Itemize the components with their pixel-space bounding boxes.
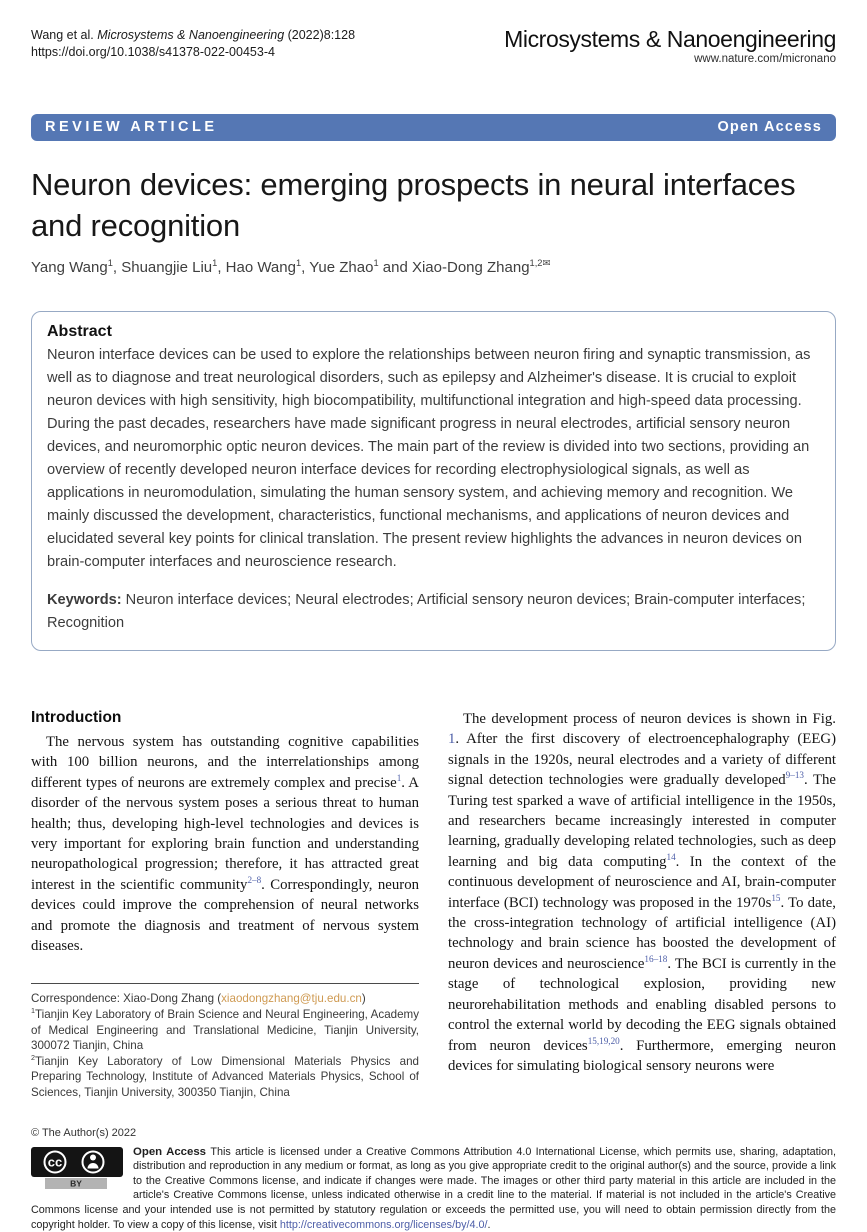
superscript: 1 [107,258,113,268]
text-segment: The nervous system has outstanding cognitive capabilities with 100 billion neurons, and the interrelationships among different types of neurons are extremely complex and precise [31,734,419,791]
text-segment: This article is licensed under a Creative Commons Attribution 4.0 International License, which permits use, sharing, adaptation, distribution and reproduction in any medium or format, as long as you give appropriate credit to the original author(s) and the source, provide a link to the Creative Commons license, and indicate if changes were made. The images or other third party material in this article are included in the article's Creative Commons license, unless indicated otherwise in a credit line to the material. If material is not included in the article's Creative Commons license and your intended use is not permitted by statutory regulation or exceeds the permitted use, you will need to obtain permission directly from the copyright holder. To view a copy of this license, visit [31,1145,836,1231]
text-segment: ) [361,992,366,1006]
text-segment: . The BCI is currently in the stage of technological explosion, providing new neurorehabilitation methods and enabling disabled persons to control the external world by decoding the EEG signals obtained from neuron devices [448,955,836,1054]
bold-text: Open Access [133,1145,211,1158]
abstract-box [31,311,836,651]
superscript: 1 [212,258,218,268]
superscript: 1 [295,258,302,268]
text-segment: Yang Wang [31,259,108,276]
authors-line [31,259,836,276]
superscript: 1 [373,258,379,268]
superscript: 1,2✉ [529,258,551,268]
text-segment: Neuron interface devices; Neural electrodes; Artificial sensory neuron devices; Brain-computer interfaces; Recognition [47,592,806,631]
text-segment: . To date, the cross-integration technology of artificial intelligence (AI) technology and brain science has boosted the development of neuron devices and neuroscience [448,894,837,972]
affiliation-2 [31,1054,419,1101]
text-segment: . In the context of the continuous development of neuroscience and AI, brain-computer interface (BCI) technology was proposed in the 1970s [448,853,836,911]
license-section [31,1127,836,1232]
text-segment: . Correspondingly, neuron devices could improve the comprehension of neural networks and promote the diagnosis and treatment of nervous system diseases. [31,876,419,955]
affiliation-1 [31,1007,419,1054]
reference-link[interactable]: 1 [396,772,402,783]
svg-text:cc: cc [47,1154,63,1170]
inline-link[interactable]: http://creativecommons.org/licenses/by/4.0/ [279,1218,488,1231]
bold-text: Keywords: [47,592,126,608]
reference-link[interactable]: 15 [771,892,781,903]
journal-masthead [504,27,836,65]
email-link[interactable]: xiaodongzhang@tju.edu.cn [221,992,362,1006]
intro-paragraph-left [31,732,419,956]
reference-link[interactable]: 15,19,20 [587,1035,620,1046]
left-column [31,709,419,1101]
keywords-line [47,589,820,635]
text-segment: Tianjin Key Laboratory of Brain Science and Neural Engineering, Academy of Medical Engineering and Translational Medicine, Tianjin University, 300072 Tianjin, China [31,1008,419,1053]
citation-authors: Wang et al. [31,28,98,42]
svg-text:BY: BY [70,1178,82,1189]
license-paragraph [31,1146,836,1231]
inline-link[interactable]: 1 [448,731,456,748]
correspondence-note [31,991,419,1007]
text-segment: and Xiao-Dong Zhang [378,259,530,276]
citation-volume: (2022)8:128 [284,28,356,42]
license-text [31,1145,836,1232]
citation-block [31,27,355,61]
abstract-heading: Abstract [47,323,112,340]
page-header [31,0,836,65]
article-title: Neuron devices: emerging prospects in neural interfaces and recognition [31,167,796,243]
cc-by-badge-icon [31,1147,123,1196]
text-segment: The development process of neuron devices is shown in Fig. [463,711,836,727]
abstract-text: Neuron interface devices can be used to explore the relationships between neuron firing and synaptic transmission, as well as to diagnose and treat neurological disorders, such as epilepsy and Alzheimer's disease. It is crucial to exploit neuron devices with high sensitivity, high biocompatibility, multifunctional integration and high-speed data processing. During the past decades, researchers have made significant progress in neural electrodes, artificial sensory neuron devices, and neuromorphic optic neuron devices. The main part of the review is divided into two sections, providing an overview of recently developed neuron interface devices for recording electrophysiological signals, as well as applications in neuromodulation, simulating the human sensory system, and achieving memory and recognition. We mainly discussed the development, characteristics, functional mechanisms, and applications of neuron devices and elucidated several key points for clinical translation. The present review highlights the advances in neuron devices on brain-computer interfaces and neuroscience research. [47,347,811,570]
right-column [448,709,836,1101]
text-segment: , Hao Wang [217,259,296,276]
section-heading-introduction: Introduction [31,709,122,726]
reference-link[interactable]: 16–18 [644,953,668,964]
superscript: 1 [31,1006,35,1016]
text-segment: . A disorder of the nervous system poses a serious threat to human health; thus, developing high-level technologies and devices is very important for exploring brain function and understanding neuropathological progression; therefore, it has attracted great interest in the scientific community [31,774,419,893]
text-segment: . After the first discovery of electroencephalography (EEG) signals in the 1920s, neural electrodes and a variety of different signal detection technologies were gradually developed [448,731,836,789]
superscript: 2 [31,1052,35,1062]
journal-name: Microsystems & Nanoengineering [504,26,836,52]
text-segment: , Shuangjie Liu [112,259,213,276]
intro-paragraph-right [448,709,836,1076]
text-segment: Tianjin Key Laboratory of Low Dimensional Materials Physics and Preparing Technology, Institute of Advanced Materials Physics, School of Sciences, Tianjin University, 300350 Tianjin, China [31,1054,419,1100]
text-segment: . The Turing test sparked a wave of artificial intelligence in the 1950s, and researchers became increasingly interested in computer learning, gradually developing related technologies, such as deep learning and big data computing [448,772,836,870]
body-columns [31,709,836,1101]
citation-line [31,27,355,44]
text-segment: . [487,1218,491,1231]
text-segment: , Yue Zhao [301,259,374,276]
citation-journal: Microsystems & Nanoengineering [97,28,285,42]
cc-by-icon [31,1147,123,1191]
text-segment: Correspondence: Xiao-Dong Zhang ( [31,992,222,1006]
doi-link[interactable]: https://doi.org/10.1038/s41378-022-00453-4 [31,45,275,59]
reference-link[interactable]: 14 [666,851,676,862]
text-segment: . Furthermore, emerging neuron devices for simulating biological sensory neurons were [448,1037,836,1074]
reference-link[interactable]: 9–13 [785,770,804,781]
article-type-banner [31,114,836,141]
review-article-label: REVIEW ARTICLE [45,119,218,135]
footnote-block [31,983,419,1100]
journal-url-link[interactable]: www.nature.com/micronano [694,53,836,65]
open-access-label: Open Access [717,119,822,135]
copyright-line: © The Author(s) 2022 [31,1126,137,1139]
reference-link[interactable]: 2–8 [247,874,262,885]
